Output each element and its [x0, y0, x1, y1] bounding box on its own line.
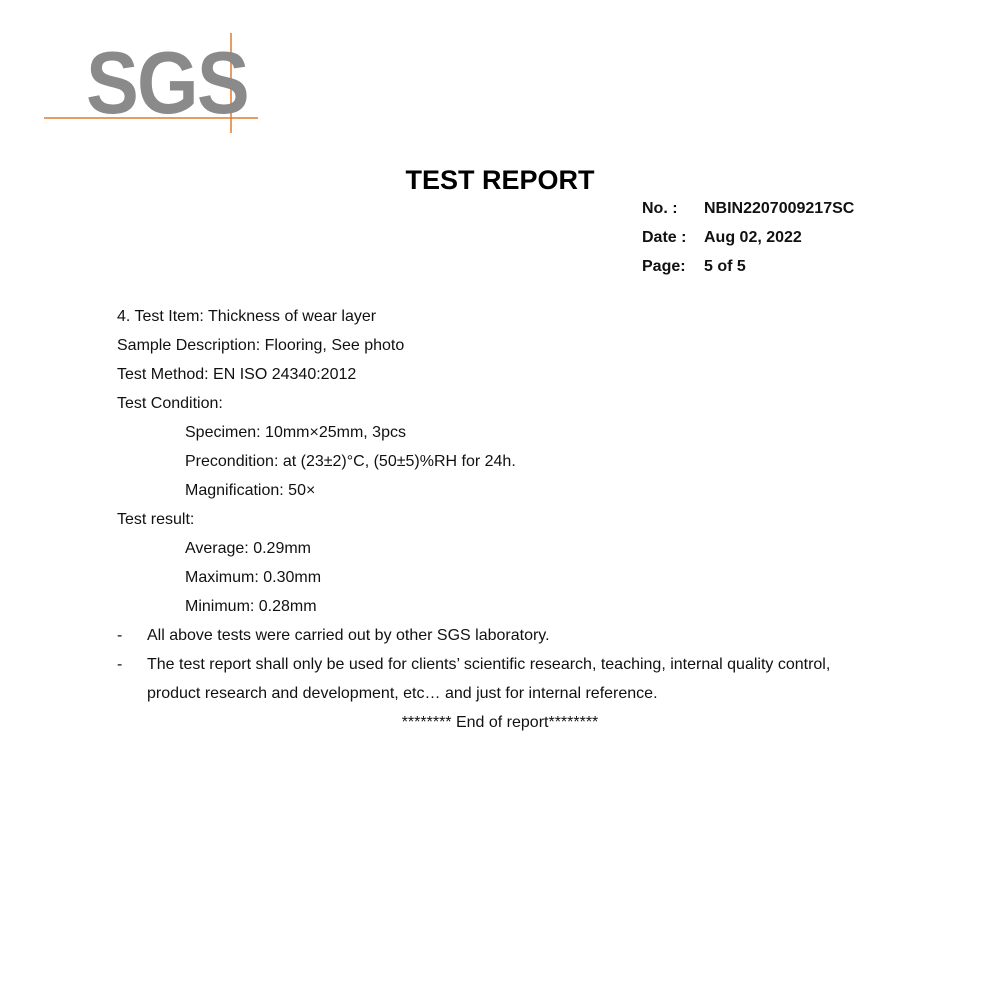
report-number-row — [642, 197, 854, 226]
note-dash: - — [117, 627, 123, 644]
report-page-value: 5 of 5 — [704, 258, 746, 275]
report-number-label: No. : — [642, 200, 678, 217]
test-result-heading: Test result: — [117, 511, 195, 528]
note-text: The test report shall only be used for clients’ scientific research, teaching, internal quality control, product research and development, etc… and just for internal reference. — [147, 656, 831, 702]
report-body — [117, 302, 917, 708]
test-method: Test Method: EN ISO 24340:2012 — [117, 366, 357, 383]
report-date-value: Aug 02, 2022 — [704, 229, 802, 246]
end-of-report: ******** End of report******** — [401, 714, 599, 731]
report-number-value: NBIN2207009217SC — [704, 200, 855, 217]
test-item: 4. Test Item: Thickness of wear layer — [117, 308, 377, 325]
precondition: Precondition: at (23±2)°C, (50±5)%RH for 24h. — [185, 453, 516, 470]
note-text: All above tests were carried out by other SGS laboratory. — [147, 627, 550, 644]
logo-text: SGS — [86, 33, 248, 132]
note-item — [117, 621, 917, 650]
sample-description: Sample Description: Flooring, See photo — [117, 337, 405, 354]
report-date-label: Date : — [642, 229, 687, 246]
report-page-row — [642, 255, 854, 284]
report-page-label: Page: — [642, 258, 686, 275]
specimen: Specimen: 10mm×25mm, 3pcs — [185, 424, 406, 441]
report-meta — [642, 197, 854, 284]
sgs-logo — [0, 0, 300, 150]
note-item — [117, 650, 917, 708]
note-dash: - — [117, 656, 123, 673]
magnification: Magnification: 50× — [185, 482, 316, 499]
result-maximum: Maximum: 0.30mm — [185, 569, 322, 586]
result-average: Average: 0.29mm — [185, 540, 311, 557]
result-minimum: Minimum: 0.28mm — [185, 598, 317, 615]
report-date-row — [642, 226, 854, 255]
page-title: TEST REPORT — [405, 165, 595, 195]
test-condition-heading: Test Condition: — [117, 395, 223, 412]
